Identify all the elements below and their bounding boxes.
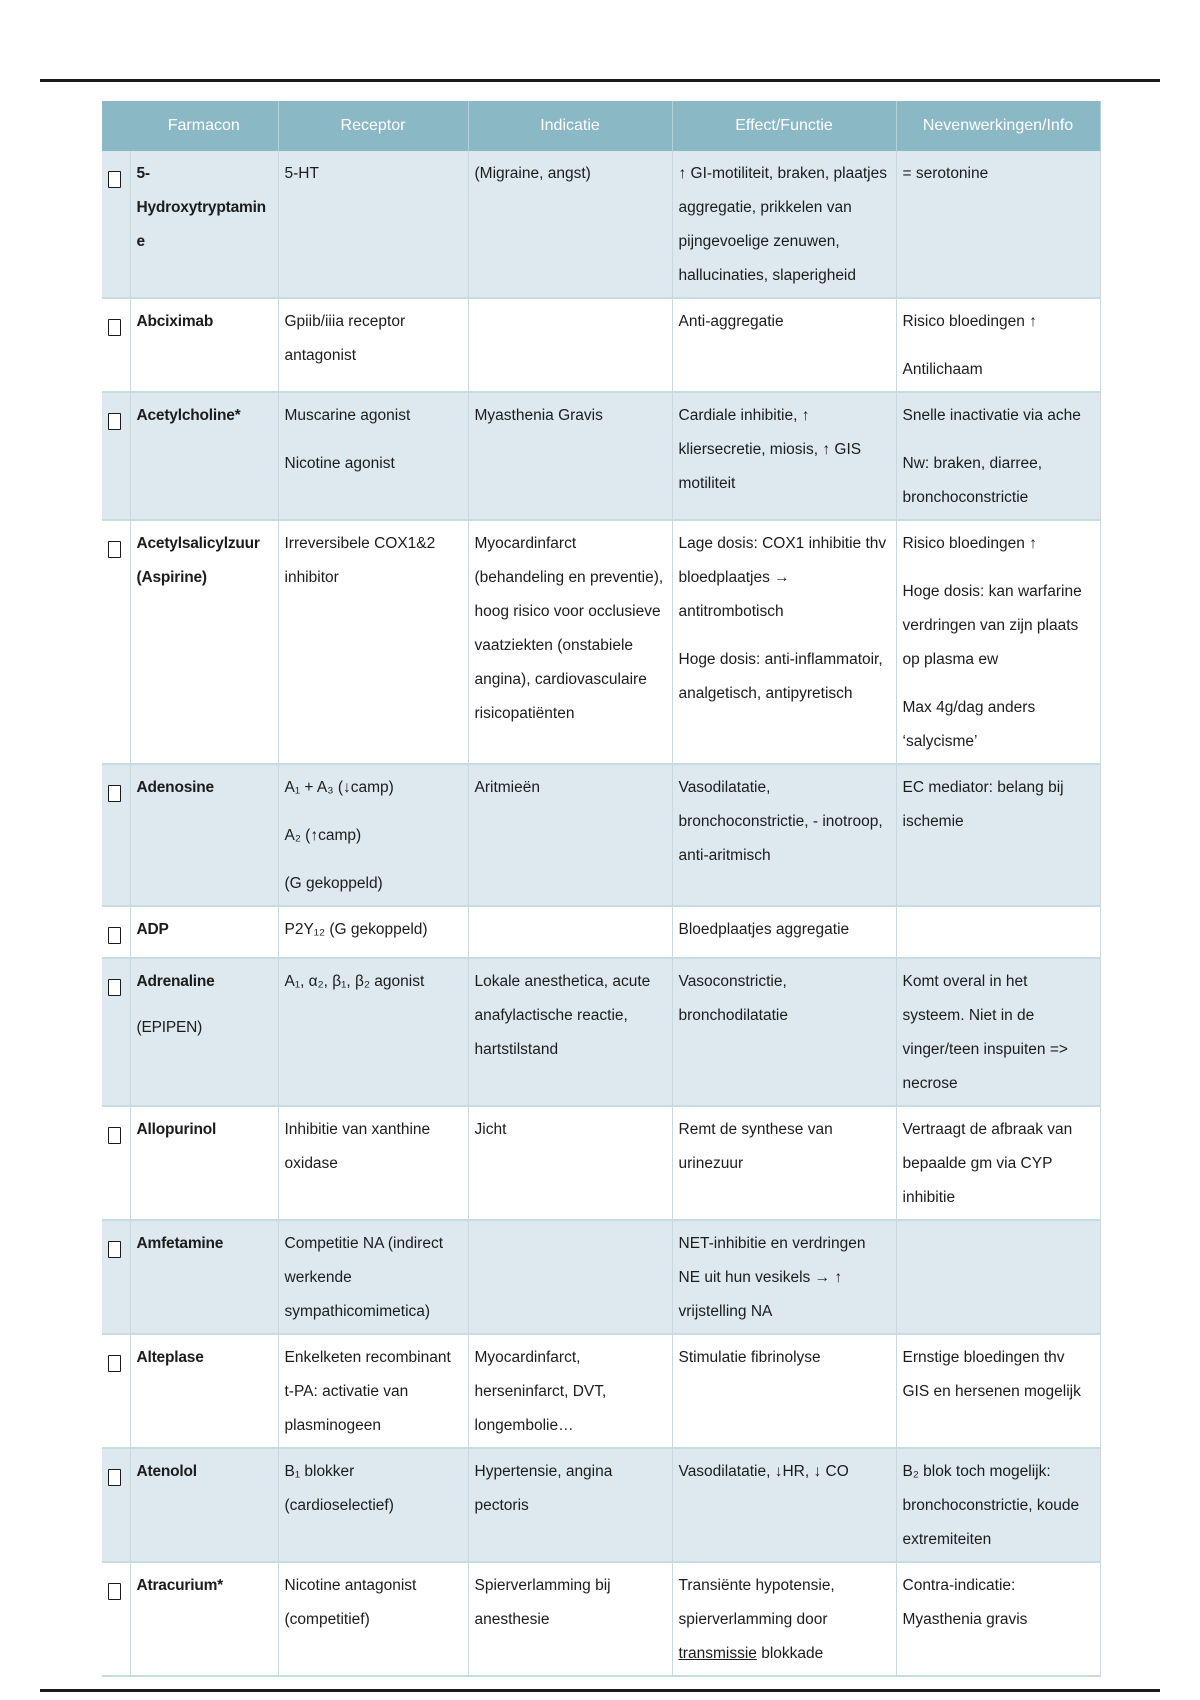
info-text: Ernstige bloedingen thv GIS en hersenen mogelijk bbox=[902, 1349, 1081, 1400]
table-row bbox=[102, 1562, 1100, 1676]
receptor-text: Enkelketen recombinant t-PA: activatie van plasminogeen bbox=[284, 1349, 451, 1434]
drug-name: Adenosine bbox=[130, 764, 278, 906]
row-checkbox[interactable] bbox=[108, 979, 121, 996]
receptor-text: Nicotine antagonist (competitief) bbox=[284, 1577, 417, 1628]
effect-text: Anti-aggregatie bbox=[678, 313, 784, 330]
info-text: Risico bloedingen ↑ bbox=[902, 313, 1037, 330]
drug-name: 5-Hydroxytryptamine bbox=[130, 151, 278, 298]
effect-text: ↑ GI-motiliteit, braken, plaatjes aggregatie, prikkelen van pijngevoelige zenuwen, hallucinaties, slaperigheid bbox=[678, 165, 887, 284]
top-rule bbox=[40, 79, 1160, 82]
effect-text: Vasodilatatie, ↓HR, ↓ CO bbox=[678, 1463, 849, 1480]
header-receptor: Receptor bbox=[278, 101, 468, 151]
indicatie-text: Myasthenia Gravis bbox=[474, 407, 603, 424]
drug-name: Atracurium* bbox=[130, 1562, 278, 1676]
indicatie-text: Hypertensie, angina pectoris bbox=[474, 1463, 613, 1514]
bottom-rule bbox=[40, 1689, 1160, 1692]
drug-name: Atenolol bbox=[130, 1448, 278, 1562]
info-text: Komt overal in het systeem. Niet in de vinger/teen inspuiten => necrose bbox=[902, 973, 1068, 1092]
info-text: Antilichaam bbox=[902, 361, 983, 378]
info-text: Nw: braken, diarree, bronchoconstrictie bbox=[902, 455, 1043, 506]
receptor-text: Muscarine agonist bbox=[284, 407, 411, 424]
effect-text bbox=[679, 1569, 890, 1671]
receptor-text: (G gekoppeld) bbox=[284, 875, 383, 892]
indicatie-text: Myocardinfarct, herseninfarct, DVT, longembolie… bbox=[474, 1349, 607, 1434]
row-checkbox[interactable] bbox=[108, 785, 121, 802]
info-text: Snelle inactivatie via ache bbox=[902, 407, 1081, 424]
drug-name: Abciximab bbox=[130, 298, 278, 392]
drug-brand: (EPIPEN) bbox=[136, 1019, 203, 1036]
info-text: Vertraagt de afbraak van bepaalde gm via CYP inhibitie bbox=[902, 1121, 1073, 1206]
receptor-text: A₁ + A₃ (↓camp) bbox=[284, 779, 394, 796]
effect-text: Cardiale inhibitie, ↑ kliersecretie, miosis, ↑ GIS motiliteit bbox=[678, 407, 862, 492]
table-row bbox=[102, 520, 1100, 764]
row-checkbox[interactable] bbox=[108, 541, 121, 558]
info-text: Max 4g/dag anders ‘salycisme’ bbox=[902, 699, 1036, 750]
indicatie-text: Jicht bbox=[474, 1121, 507, 1138]
table-row bbox=[102, 392, 1100, 520]
info-empty bbox=[896, 906, 1100, 958]
effect-text: NET-inhibitie en verdringen NE uit hun vesikels → ↑ vrijstelling NA bbox=[678, 1235, 866, 1320]
row-checkbox[interactable] bbox=[108, 1469, 121, 1486]
info-text: Risico bloedingen ↑ bbox=[902, 535, 1037, 552]
effect-text: Vasoconstrictie, bronchodilatatie bbox=[678, 973, 788, 1024]
effect-text: Bloedplaatjes aggregatie bbox=[678, 921, 850, 938]
drug-name: Acetylsalicylzuur (Aspirine) bbox=[130, 520, 278, 764]
receptor-text: Nicotine agonist bbox=[284, 455, 395, 472]
header-info: Nevenwerkingen/Info bbox=[896, 101, 1100, 151]
table-row bbox=[102, 1448, 1100, 1562]
effect-text: Lage dosis: COX1 inhibitie thv bloedplaatjes → antitrombotisch bbox=[678, 535, 887, 620]
row-checkbox[interactable] bbox=[108, 1241, 121, 1258]
effect-text: Hoge dosis: anti-inflammatoir, analgetisch, antipyretisch bbox=[678, 651, 883, 702]
receptor-text: A₁, α₂, β₁, β₂ agonist bbox=[284, 973, 425, 990]
header-farmacon: Farmacon bbox=[130, 101, 278, 151]
row-checkbox[interactable] bbox=[108, 927, 121, 944]
drug-name: Allopurinol bbox=[130, 1106, 278, 1220]
drug-name: Acetylcholine* bbox=[130, 392, 278, 520]
info-empty bbox=[896, 1220, 1100, 1334]
row-checkbox[interactable] bbox=[108, 413, 121, 430]
header-effect: Effect/Functie bbox=[672, 101, 896, 151]
indicatie-text: (Migraine, angst) bbox=[474, 165, 591, 182]
drug-name: Adrenaline bbox=[136, 973, 215, 990]
receptor-text: Irreversibele COX1&2 inhibitor bbox=[284, 535, 436, 586]
row-checkbox[interactable] bbox=[108, 319, 121, 336]
header-indicatie: Indicatie bbox=[468, 101, 672, 151]
info-text: EC mediator: belang bij ischemie bbox=[902, 779, 1064, 830]
row-checkbox[interactable] bbox=[108, 1355, 121, 1372]
header-checkbox-col bbox=[102, 101, 130, 151]
effect-underlined-word: transmissie bbox=[678, 1645, 757, 1662]
effect-text: Stimulatie fibrinolyse bbox=[678, 1349, 821, 1366]
drug-name: ADP bbox=[130, 906, 278, 958]
effect-text: Remt de synthese van urinezuur bbox=[678, 1121, 833, 1172]
indicatie-text: Aritmieën bbox=[474, 779, 540, 796]
indicatie-text: Lokale anesthetica, acute anafylactische reactie, hartstilstand bbox=[474, 973, 651, 1058]
drug-name: Alteplase bbox=[130, 1334, 278, 1448]
info-text: Contra-indicatie: Myasthenia gravis bbox=[902, 1577, 1028, 1628]
receptor-text: Competitie NA (indirect werkende sympathicomimetica) bbox=[284, 1235, 444, 1320]
effect-text-part: Transiënte hypotensie, spierverlamming door bbox=[678, 1577, 835, 1628]
table-row bbox=[102, 764, 1100, 906]
receptor-text: A₂ (↑camp) bbox=[284, 827, 362, 844]
table-body bbox=[102, 151, 1100, 1676]
receptor-text: Gpiib/iiia receptor antagonist bbox=[284, 313, 406, 364]
table-row bbox=[102, 151, 1100, 298]
info-text: B₂ blok toch mogelijk: bronchoconstrictie, koude extremiteiten bbox=[902, 1463, 1080, 1548]
table-row bbox=[102, 906, 1100, 958]
row-checkbox[interactable] bbox=[108, 171, 121, 188]
row-checkbox[interactable] bbox=[108, 1127, 121, 1144]
table-header bbox=[102, 101, 1100, 151]
indicatie-empty bbox=[468, 298, 672, 392]
indicatie-text: Myocardinfarct (behandeling en preventie), hoog risico voor occlusieve vaatziekten (onstabiele angina), cardiovasculaire risicopatiënten bbox=[474, 535, 664, 722]
drug-name: Amfetamine bbox=[130, 1220, 278, 1334]
receptor-text: B₁ blokker (cardioselectief) bbox=[284, 1463, 394, 1514]
effect-text: Vasodilatatie, bronchoconstrictie, - inotroop, anti-aritmisch bbox=[678, 779, 883, 864]
row-checkbox[interactable] bbox=[108, 1583, 121, 1600]
table-row bbox=[102, 1334, 1100, 1448]
drug-name-cell bbox=[130, 958, 278, 1106]
info-text: = serotonine bbox=[902, 165, 989, 182]
receptor-text: Inhibitie van xanthine oxidase bbox=[284, 1121, 431, 1172]
table-row bbox=[102, 298, 1100, 392]
indicatie-text: Spierverlamming bij anesthesie bbox=[474, 1577, 611, 1628]
table-row bbox=[102, 1220, 1100, 1334]
indicatie-empty bbox=[468, 1220, 672, 1334]
indicatie-empty bbox=[468, 906, 672, 958]
table-row bbox=[102, 1106, 1100, 1220]
receptor-text: 5-HT bbox=[284, 165, 319, 182]
effect-text-part: blokkade bbox=[756, 1645, 824, 1662]
info-text: Hoge dosis: kan warfarine verdringen van zijn plaats op plasma ew bbox=[902, 583, 1082, 668]
table-row bbox=[102, 958, 1100, 1106]
receptor-text: P2Y₁₂ (G gekoppeld) bbox=[284, 921, 428, 938]
drug-table bbox=[102, 101, 1101, 1677]
